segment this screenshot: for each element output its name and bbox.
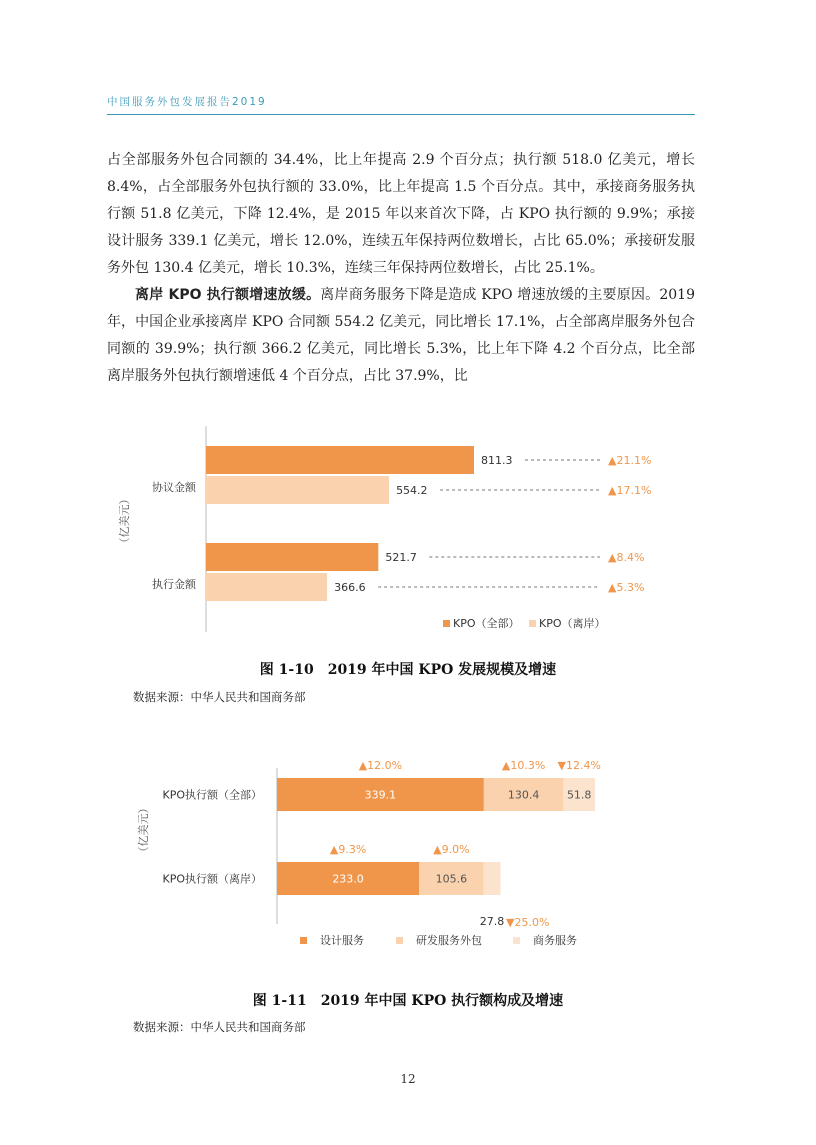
figure-1-11-caption: 图 1-11 2019 年中国 KPO 执行额构成及增速	[252, 993, 564, 1009]
growth-label: ▲12.0%	[358, 759, 403, 772]
data-label: 366.6	[334, 581, 366, 594]
kpo-scale-chart-svg	[0, 420, 816, 640]
growth-label: ▲17.1%	[608, 484, 652, 497]
legend-swatch	[529, 620, 536, 627]
bar	[206, 446, 474, 474]
kpo-composition-chart	[0, 748, 816, 958]
page-number: 12	[400, 1072, 416, 1086]
category-label: KPO执行额（离岸）	[162, 872, 262, 886]
figure-1-10-source: 数据来源：中华人民共和国商务部	[133, 690, 306, 704]
growth-label: ▼12.4%	[557, 759, 601, 772]
data-label: 105.6	[435, 872, 468, 886]
bar	[206, 573, 327, 601]
legend-swatch	[513, 937, 520, 944]
bar	[206, 543, 378, 571]
growth-label: ▲9.0%	[433, 843, 470, 856]
legend-label: KPO（全部）	[453, 617, 520, 630]
legend-label: 商务服务	[533, 934, 577, 947]
growth-label: ▼25.0%	[506, 916, 550, 929]
legend-label: 设计服务	[320, 934, 364, 947]
y-axis-label: （亿美元）	[137, 802, 150, 858]
category-label: 执行金额	[152, 578, 196, 591]
growth-label: ▲10.3%	[501, 759, 546, 772]
data-label: 521.7	[385, 551, 417, 564]
figure-1-11-source: 数据来源：中华人民共和国商务部	[133, 1020, 306, 1034]
growth-label: ▲9.3%	[329, 843, 367, 856]
legend-swatch	[300, 937, 307, 944]
legend-swatch	[443, 620, 450, 627]
kpo-composition-chart-svg	[0, 748, 816, 958]
kpo-scale-chart	[0, 420, 816, 640]
header-rule	[107, 114, 695, 115]
category-label: KPO执行额（全部）	[162, 788, 262, 802]
paragraph-2-text: 离岸商务服务下降是造成 KPO 增速放缓的主要原因。2019 年，中国企业承接离岸 KPO 合同额 554.2 亿美元，同比增长 17.1%，占全部离岸服务外包合同额的 39.9%；执行额 366.2 亿美元，同比增长 5.3%，比上年下降 4.2 个百分点，比全部离岸服务外包执行额增速低 4 个百分点，占比 37.9%，比	[107, 287, 695, 384]
category-label: 协议金额	[152, 481, 196, 494]
growth-label: ▲8.4%	[608, 551, 645, 564]
figure-1-10-caption: 图 1-10 2019 年中国 KPO 发展规模及增速	[259, 662, 557, 678]
bar-segment	[484, 862, 501, 895]
paragraph-2	[107, 282, 695, 390]
data-label: 51.8	[566, 788, 592, 802]
legend-label: 研发服务外包	[416, 934, 482, 947]
body-text	[107, 147, 695, 390]
growth-label: ▲21.1%	[608, 454, 652, 467]
data-label: 130.4	[507, 788, 540, 802]
bar	[206, 476, 389, 504]
paragraph-1: 占全部服务外包合同额的 34.4%，比上年提高 2.9 个百分点；执行额 518.0 亿美元，增长 8.4%，占全部服务外包执行额的 33.0%，比上年提高 1.5 个百分点。其中，承接商务服务执行额 51.8 亿美元，下降 12.4%，是 2015 年以来首次下降，占 KPO 执行额的 9.9%；承接设计服务 339.1 亿美元，增长 12.0%，连续五年保持两位数增长，占比 65.0%；承接研发服务外包 130.4 亿美元，增长 10.3%，连续三年保持两位数增长，占比 25.1%。	[107, 152, 695, 276]
paragraph-2-lead: 离岸 KPO 执行额增速放缓。	[135, 287, 321, 303]
data-label: 233.0	[332, 872, 364, 886]
running-header: 中国服务外包发展报告2019	[107, 96, 267, 108]
data-label: 27.8	[479, 915, 505, 928]
y-axis-label: （亿美元）	[118, 493, 131, 549]
data-label: 554.2	[396, 484, 428, 497]
data-label: 339.1	[364, 788, 397, 802]
legend-swatch	[396, 937, 403, 944]
growth-label: ▲5.3%	[608, 581, 645, 594]
data-label: 811.3	[481, 454, 513, 467]
legend-label: KPO（离岸）	[539, 617, 606, 630]
